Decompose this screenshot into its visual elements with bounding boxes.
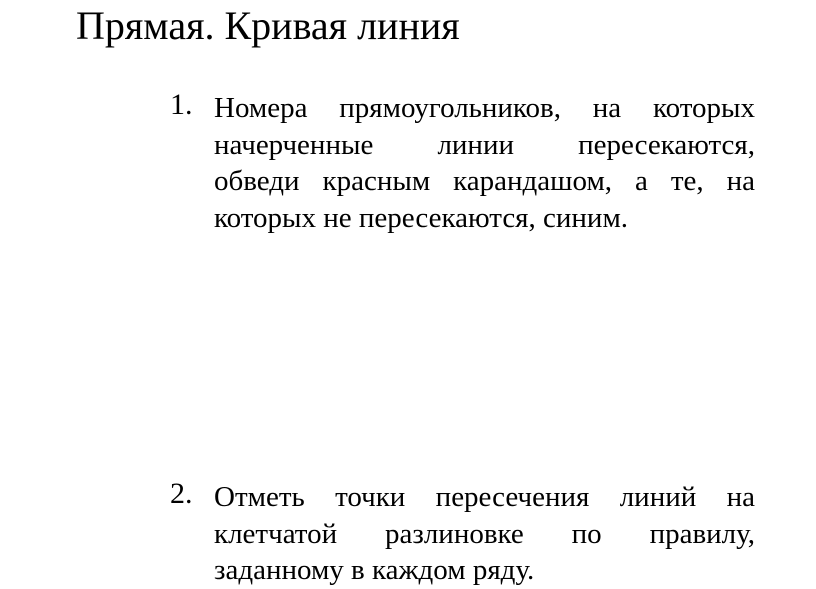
- task-text-line: Номера прямоугольников, на которых: [214, 92, 755, 124]
- task-number: 2.: [170, 477, 193, 510]
- task-text-line: заданному в каждом ряду.: [214, 554, 535, 586]
- task-text: [214, 90, 755, 236]
- task-text-line: начерченные линии пересекаются,: [214, 128, 755, 161]
- task-number: 1.: [170, 88, 193, 121]
- page-title: Прямая. Кривая линия: [76, 3, 460, 48]
- task-text-line: обведи красным карандашом, а те, на: [214, 165, 755, 197]
- task-1: [170, 90, 755, 236]
- task-text-line: клетчатой разлиновке по правилу,: [214, 517, 755, 550]
- task-text-line: которых не пересекаются, синим.: [214, 201, 629, 234]
- task-text-line: Отметь точки пересечения линий на: [214, 481, 755, 513]
- task-text: [214, 479, 755, 589]
- task-2: [170, 479, 755, 589]
